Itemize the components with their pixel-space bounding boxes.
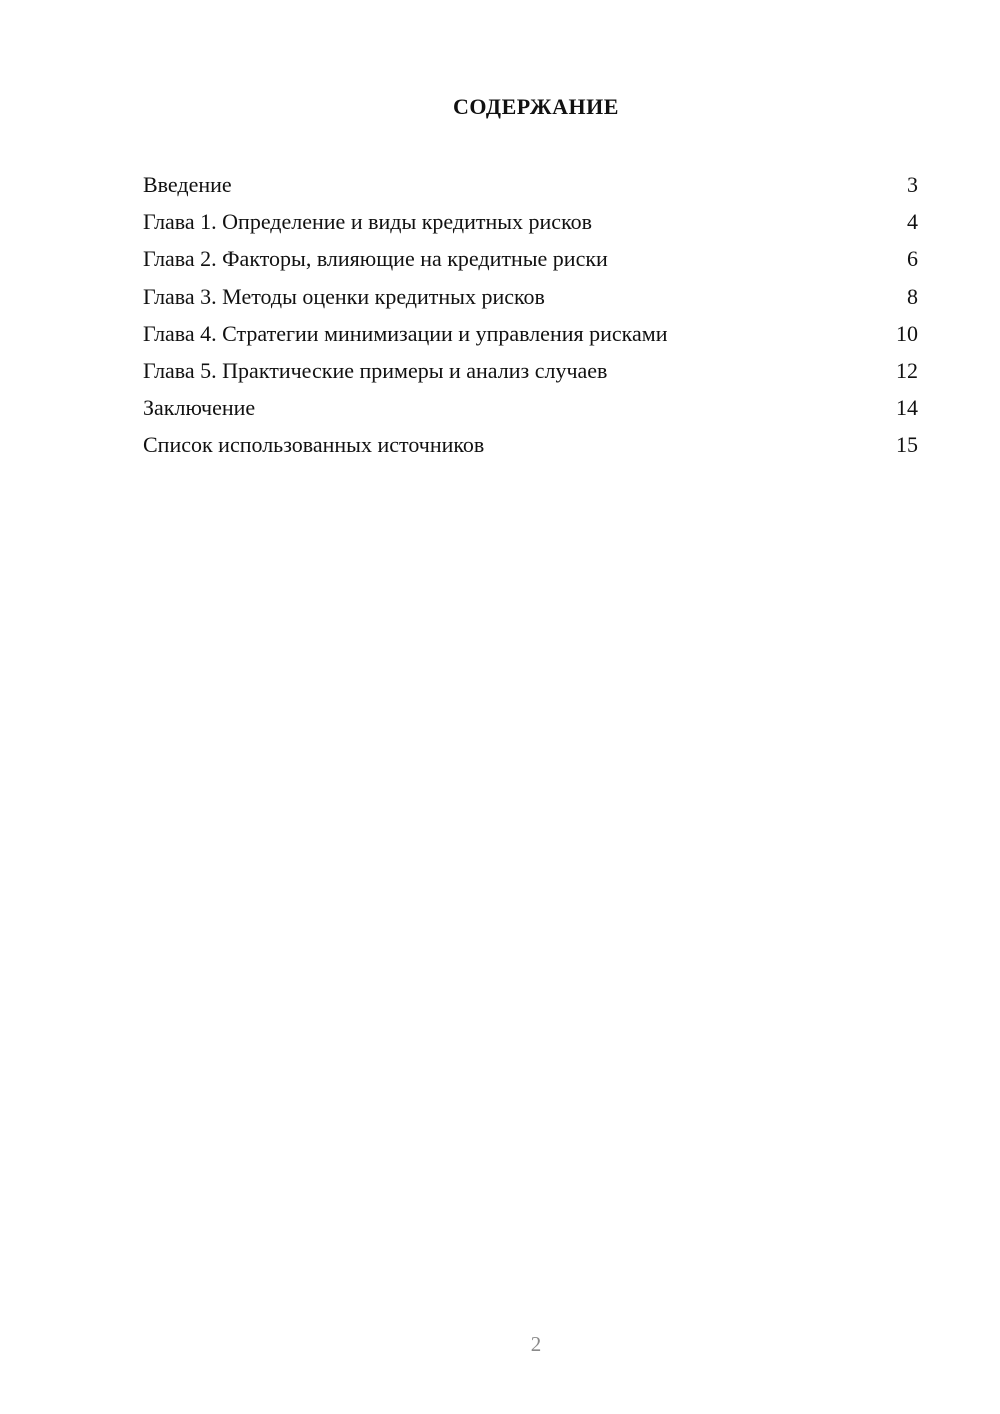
page-title: СОДЕРЖАНИЕ: [453, 94, 619, 119]
page-number: 2: [530, 1332, 542, 1356]
toc-entry-page-number: 12: [896, 357, 918, 383]
toc-entry-title: Заключение: [143, 395, 256, 421]
toc-entry-references[interactable]: [143, 426, 918, 463]
table-of-contents: [143, 166, 918, 464]
toc-entry-conclusion[interactable]: [143, 389, 918, 426]
toc-entry-title: Глава 3. Методы оценки кредитных рисков: [143, 283, 545, 309]
toc-entry-page-number: 4: [907, 209, 918, 235]
toc-entry-title: Глава 5. Практические примеры и анализ случаев: [143, 357, 608, 383]
toc-entry-title: Глава 4. Стратегии минимизации и управления рисками: [143, 320, 668, 346]
toc-entry-chapter-4[interactable]: [143, 315, 918, 352]
toc-entry-title: Глава 2. Факторы, влияющие на кредитные риски: [143, 246, 608, 272]
toc-entry-page-number: 15: [896, 432, 918, 458]
toc-entry-page-number: 10: [896, 320, 918, 346]
toc-entry-chapter-5[interactable]: [143, 352, 918, 389]
toc-entry-chapter-2[interactable]: [143, 240, 918, 277]
toc-entry-introduction[interactable]: [143, 166, 918, 203]
toc-entry-page-number: 8: [907, 283, 918, 309]
toc-entry-chapter-1[interactable]: [143, 203, 918, 240]
toc-entry-title: Список использованных источников: [143, 432, 485, 458]
toc-entry-page-number: 3: [907, 172, 918, 197]
toc-entry-chapter-3[interactable]: [143, 278, 918, 315]
toc-entry-title: Введение: [143, 172, 232, 197]
toc-entry-page-number: 6: [907, 246, 918, 272]
toc-entry-page-number: 14: [896, 395, 918, 421]
toc-entry-title: Глава 1. Определение и виды кредитных рисков: [143, 209, 593, 235]
